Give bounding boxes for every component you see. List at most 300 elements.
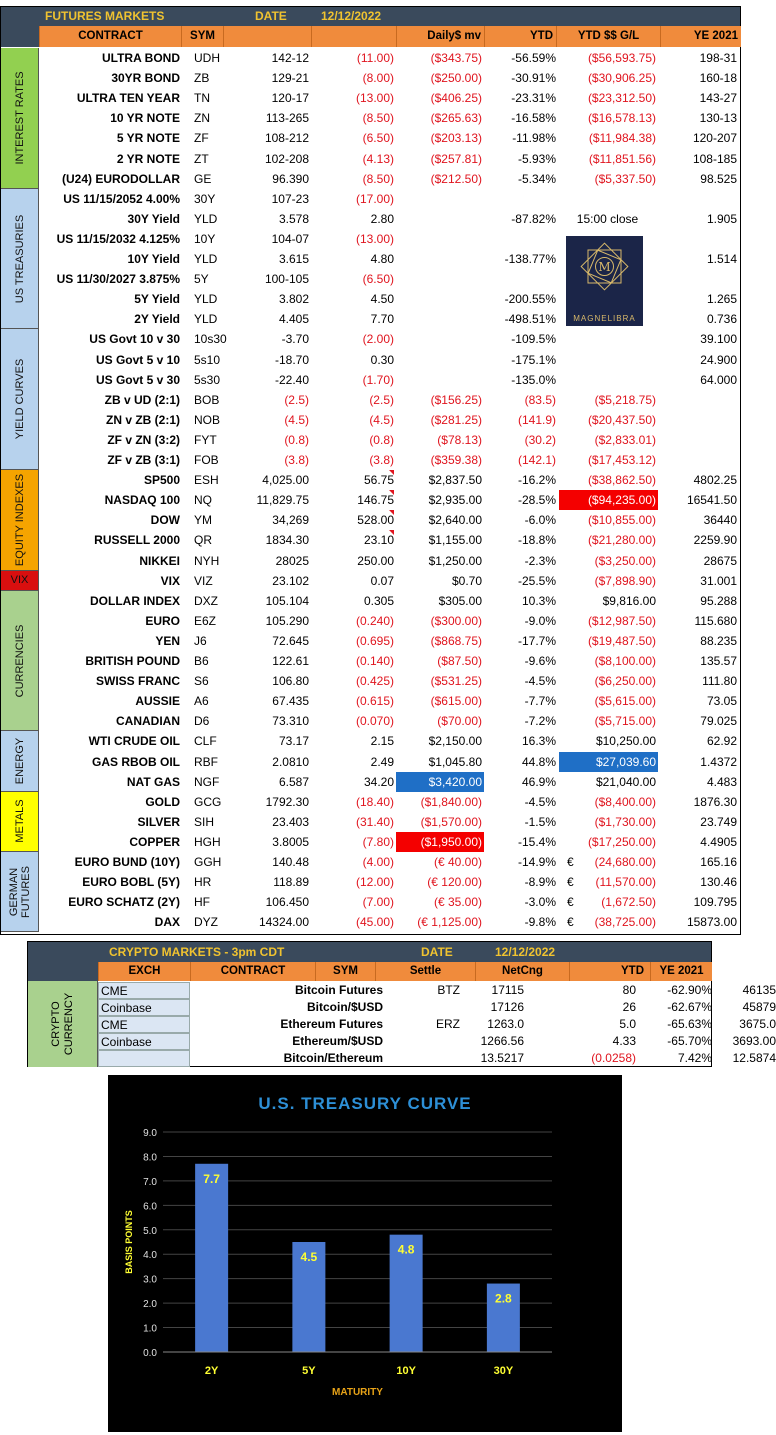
cell-price: 104-07	[271, 231, 309, 246]
cell-name: EURO	[145, 613, 180, 628]
col-change	[311, 26, 396, 47]
table-row	[39, 671, 741, 691]
cell-chg: (17.00)	[355, 191, 394, 206]
cell-ytds: ($21,280.00)	[587, 533, 656, 548]
logo-star-icon	[566, 236, 643, 311]
cell-ye	[661, 450, 737, 470]
cell-chg: 7.70	[370, 312, 394, 327]
cell-price: (3.8)	[284, 453, 309, 467]
cell-price: 3.802	[278, 292, 309, 307]
futures-header	[1, 7, 740, 26]
cell-ytd: -16.2%	[517, 473, 556, 488]
cell-price: 14324.00	[258, 915, 309, 930]
cell-sym: ZT	[194, 151, 209, 166]
futures-table	[0, 6, 741, 935]
cell-name: ULTRA TEN YEAR	[76, 91, 180, 106]
cell-ytd: -56.59%	[511, 51, 556, 65]
section-currencies	[1, 591, 39, 732]
crypto-cell-settle: 17126	[490, 1000, 524, 1014]
table-row	[39, 551, 741, 571]
logo-text: MAGNELIBRA	[573, 314, 636, 323]
cell-price: 140.48	[272, 855, 309, 869]
cell-name: GOLD	[145, 794, 180, 809]
crypto-title: CRYPTO MARKETS - 3pm CDT	[109, 945, 285, 959]
cell-ytd: -9.0%	[524, 613, 556, 628]
cell-price: 105.290	[265, 613, 309, 628]
cell-mv: ($281.25)	[430, 412, 482, 427]
col-crypto-sym: SYM	[315, 962, 375, 981]
table-row	[39, 812, 741, 832]
table-row	[39, 108, 741, 128]
cell-ye: 23.749	[700, 814, 737, 829]
table-row	[39, 530, 741, 550]
cell-mv: ($87.50)	[437, 654, 482, 668]
cell-mv: ($406.25)	[430, 91, 482, 106]
cell-price: 120-17	[271, 91, 309, 106]
cell-chg: (2.00)	[362, 332, 394, 347]
cell-sym: YM	[194, 513, 212, 528]
cell-ytds: ($3,250.00)	[594, 553, 656, 568]
cell-sym: NYH	[194, 553, 220, 568]
cell-sym: E6Z	[194, 613, 217, 628]
cell-name: 10 YR NOTE	[110, 111, 180, 126]
cell-ye: 1.265	[706, 292, 737, 307]
cell-price: 107-23	[271, 191, 309, 206]
cell-name: EURO SCHATZ (2Y)	[68, 895, 180, 910]
cell-price: 118.89	[273, 875, 309, 890]
cell-ytds: ($5,218.75)	[594, 392, 656, 407]
cell-name: 2 YR NOTE	[116, 151, 180, 166]
cell-chg: (0.695)	[355, 633, 394, 648]
cell-chg: (31.40)	[355, 814, 394, 829]
cell-ytd: -200.55%	[504, 292, 556, 307]
cell-ytd: 46.9%	[521, 774, 556, 789]
cell-chg: (0.8)	[369, 432, 394, 447]
cell-price: 34,269	[272, 513, 309, 528]
cell-name: DAX	[154, 915, 180, 930]
cell-price: 2.0810	[272, 754, 309, 769]
cell-ytds: (11,570.00)	[595, 875, 656, 890]
cell-mv: $305.00	[438, 593, 482, 608]
cell-ytd: -25.5%	[517, 573, 556, 588]
cell-name: ZB v UD (2:1)	[104, 392, 180, 407]
cell-ye	[661, 430, 737, 450]
crypto-cell-net: 4.33	[612, 1034, 636, 1048]
cell-ytd	[484, 189, 556, 209]
cell-mv: ($156.25)	[430, 392, 482, 407]
crypto-cell-ye: 12.5874	[732, 1051, 776, 1065]
cell-mv: $2,150.00	[428, 734, 482, 749]
cell-ytds: ($94,235.00)	[559, 490, 658, 510]
table-row	[39, 128, 741, 148]
col-crypto-contract: CONTRACT	[190, 962, 315, 981]
cell-sym: 5Y	[194, 272, 209, 287]
table-row	[39, 490, 741, 510]
cell-ye: 165.16	[700, 855, 737, 869]
cell-mv	[396, 370, 484, 390]
cell-ytd: -28.5%	[517, 493, 556, 508]
cell-mv: $1,155.00	[428, 533, 482, 548]
section-interest-rates	[1, 48, 39, 189]
cell-price: 102-208	[264, 151, 309, 166]
crypto-cell-sym: BTZ	[437, 983, 460, 997]
cell-mv: (€ 1,125.00)	[417, 915, 482, 930]
cell-mv: ($300.00)	[430, 613, 482, 628]
table-row	[39, 450, 741, 470]
crypto-cell-ytd: -62.67%	[667, 1000, 712, 1014]
cell-price: 105.104	[265, 593, 309, 608]
cell-ytds: (38,725.00)	[594, 915, 656, 930]
cell-sym: 10s30	[194, 332, 227, 347]
cell-price: 113-265	[265, 111, 309, 126]
crypto-cell-settle: 17115	[491, 983, 524, 997]
crypto-row	[98, 982, 776, 999]
cell-ytds: ($10,855.00)	[587, 513, 656, 528]
crypto-column-header-row	[28, 962, 711, 981]
cell-sym: GE	[194, 171, 212, 186]
cell-price: 11,829.75	[256, 493, 309, 508]
crypto-cell-exch: CME	[98, 1016, 190, 1033]
col-price	[223, 26, 311, 47]
cell-name: RUSSELL 2000	[94, 533, 180, 548]
crypto-cell-ytd: -65.63%	[667, 1017, 712, 1031]
cell-chg: (6.50)	[362, 131, 394, 146]
chart-svg	[108, 1075, 622, 1432]
table-row	[39, 611, 741, 631]
column-header-row	[1, 26, 740, 47]
cell-ytds: ($5,715.00)	[594, 714, 656, 729]
cell-ytd: -9.6%	[524, 654, 556, 668]
cell-name: VIX	[160, 573, 180, 588]
cell-name: COPPER	[129, 834, 180, 849]
cell-chg: 56.75	[363, 473, 394, 488]
cell-name: ZF v ZN (3:2)	[107, 432, 180, 447]
cell-sym: 5s30	[194, 372, 221, 387]
cell-price: (0.8)	[284, 432, 309, 447]
cell-mv	[396, 309, 484, 329]
euro-symbol: €	[567, 915, 574, 930]
cell-sym: S6	[194, 674, 209, 689]
cell-name: YEN	[155, 633, 180, 648]
cell-mv	[396, 229, 484, 249]
cell-price: 3.578	[278, 211, 309, 226]
cell-chg: (13.00)	[355, 231, 394, 246]
cell-ytds: ($23,312.50)	[587, 91, 656, 106]
cell-ytds: ($12,987.50)	[587, 613, 656, 628]
cell-ytds: ($8,100.00)	[594, 654, 656, 668]
cell-chg: 2.15	[370, 734, 394, 749]
cell-ye: 88.235	[700, 633, 737, 648]
cell-chg: (12.00)	[355, 875, 394, 890]
treasury-curve-chart	[108, 1075, 622, 1432]
cell-chg: (7.00)	[362, 895, 394, 910]
cell-ytds	[559, 189, 658, 209]
cell-ye: 1.4372	[700, 754, 737, 769]
cell-name: US 11/30/2027 3.875%	[56, 272, 180, 287]
cell-ytd: -87.82%	[511, 211, 556, 226]
cell-ye: 1.905	[706, 211, 737, 226]
table-row	[39, 350, 741, 370]
cell-sym: A6	[194, 694, 209, 709]
cell-ytd: 10.3%	[521, 593, 556, 608]
cell-chg: (3.8)	[369, 453, 394, 467]
col-exch: EXCH	[98, 962, 190, 981]
cell-chg: 0.30	[370, 352, 394, 367]
crypto-cell-exch: Coinbase	[98, 999, 190, 1016]
x-tick-label: 30Y	[493, 1365, 514, 1377]
col-crypto-ytd: YTD	[569, 962, 650, 981]
logo-monogram: M	[598, 260, 611, 274]
cell-ytd: -18.8%	[517, 533, 556, 548]
crypto-cell-settle: 1266.56	[480, 1034, 524, 1048]
cell-sym: DYZ	[194, 915, 218, 930]
cell-ye: 198-31	[699, 51, 737, 65]
cell-chg: 2.49	[370, 754, 394, 769]
cell-sym: GGH	[194, 855, 222, 869]
table-row	[39, 752, 741, 772]
cell-ye: 98.525	[700, 171, 737, 186]
table-row	[39, 329, 741, 349]
table-row	[39, 731, 741, 751]
section-german-futures	[1, 852, 39, 932]
cell-ytds: $21,040.00	[595, 774, 656, 789]
cell-price: 122.61	[272, 654, 309, 668]
cell-price: 4,025.00	[262, 473, 309, 488]
crypto-date-label: DATE	[421, 945, 453, 959]
cell-mv	[396, 269, 484, 289]
cell-chg: (13.00)	[355, 91, 394, 106]
cell-sym: CLF	[194, 734, 217, 749]
crypto-date-value: 12/12/2022	[495, 945, 556, 959]
crypto-section-label: CRYPTO CURRENCY	[28, 981, 98, 1067]
cell-sym: B6	[194, 654, 209, 668]
cell-name: DOW	[150, 513, 180, 528]
cell-ytds: 15:00 close	[576, 211, 639, 226]
chart-title: U.S. TREASURY CURVE	[258, 1094, 472, 1113]
cell-sym: QR	[194, 533, 212, 548]
table-row	[39, 691, 741, 711]
cell-ytd: -7.2%	[524, 714, 556, 729]
cell-ye: 64.000	[700, 372, 737, 387]
cell-mv: $2,640.00	[428, 513, 482, 528]
cell-ye: 108-185	[692, 151, 737, 166]
cell-ye: 62.92	[706, 734, 737, 749]
crypto-cell-contract: Bitcoin Futures	[294, 983, 383, 997]
date-value: 12/12/2022	[321, 9, 382, 23]
table-row	[39, 470, 741, 490]
crypto-cell-ye: 3693.00	[732, 1034, 776, 1048]
euro-symbol: €	[567, 895, 574, 910]
cell-sym: NGF	[194, 774, 220, 789]
cell-mv: ($257.81)	[430, 151, 482, 166]
cell-mv: ($359.38)	[430, 453, 482, 467]
col-netcng: NetCng	[475, 962, 569, 981]
cell-mv: ($265.63)	[430, 111, 482, 126]
cell-name: US 11/15/2032 4.125%	[56, 231, 180, 246]
cell-price: -22.40	[274, 372, 309, 387]
cell-ytd: (30.2)	[524, 432, 556, 447]
cell-chg: (0.425)	[355, 674, 394, 689]
cell-ye: 130-13	[699, 111, 737, 126]
cell-ytd: -3.0%	[524, 895, 556, 910]
cell-name: WTI CRUDE OIL	[88, 734, 180, 749]
cell-ytds: ($8,400.00)	[594, 794, 656, 809]
cell-sym: SIH	[194, 814, 215, 829]
cell-ytd: -17.7%	[517, 633, 556, 648]
cell-ytds: $27,039.60	[559, 752, 658, 772]
cell-sym: TN	[194, 91, 210, 106]
cell-name: NAT GAS	[126, 774, 180, 789]
cell-name: EURO BUND (10Y)	[74, 855, 180, 869]
cell-chg: (0.240)	[355, 613, 394, 628]
cell-mv: ($615.00)	[430, 694, 482, 709]
cell-ytd: -7.7%	[524, 694, 556, 709]
cell-ytd: -138.77%	[504, 252, 556, 266]
cell-sym: NOB	[194, 412, 221, 427]
cell-sym: BOB	[194, 392, 220, 407]
cell-price: 1834.30	[265, 533, 309, 548]
cell-chg: (45.00)	[355, 915, 394, 930]
cell-ye: 4.483	[706, 774, 737, 789]
cell-chg: (1.70)	[362, 372, 394, 387]
cell-ytds: (24,680.00)	[594, 855, 656, 869]
cell-ytds: $9,816.00	[602, 593, 656, 608]
cell-ytd: -2.3%	[524, 553, 556, 568]
cell-sym: GCG	[194, 794, 222, 809]
section-label: VIX	[10, 574, 29, 587]
crypto-cell-contract: Bitcoin/$USD	[306, 1000, 383, 1014]
cell-ytd: (142.1)	[517, 453, 556, 467]
cell-mv: (€ 40.00)	[433, 855, 482, 869]
section-label: METALS	[13, 799, 26, 843]
cell-price: 73.17	[278, 734, 309, 749]
cell-price: 6.587	[278, 774, 309, 789]
cell-price: 106.450	[265, 895, 309, 910]
cell-ytd: -109.5%	[511, 332, 556, 347]
section-us-treasuries	[1, 189, 39, 330]
crypto-table	[27, 941, 776, 1067]
crypto-row	[98, 1033, 776, 1050]
table-row	[39, 209, 741, 229]
cell-name: AUSSIE	[135, 694, 180, 709]
cell-ytd: -135.0%	[511, 372, 556, 387]
cell-ytd: 16.3%	[521, 734, 556, 749]
section-label: INTEREST RATES	[13, 71, 26, 165]
cell-ytds: ($2,833.01)	[594, 432, 656, 447]
cell-chg: 146.75	[357, 493, 394, 508]
cell-sym: FYT	[194, 432, 217, 447]
cell-ytds: ($5,337.50)	[594, 171, 656, 186]
cell-ytd: -15.4%	[517, 834, 556, 849]
cell-mv: $0.70	[451, 573, 482, 588]
y-tick-label: 3.0	[143, 1274, 157, 1286]
cell-name: SP500	[143, 473, 180, 488]
cell-name: US Govt 5 v 30	[95, 372, 180, 387]
section-label: ENERGY	[13, 737, 26, 785]
table-row	[39, 792, 741, 812]
cell-mv: ($1,840.00)	[420, 794, 482, 809]
cell-chg: 4.80	[370, 252, 394, 266]
cell-mv: ($1,570.00)	[420, 814, 482, 829]
cell-ye	[661, 410, 737, 430]
cell-sym: ESH	[194, 473, 219, 488]
col-daily-mv: Daily$ mv	[396, 26, 484, 47]
cell-sym: D6	[194, 714, 210, 729]
table-row	[39, 68, 741, 88]
cell-sym: FOB	[194, 453, 219, 467]
cell-mv	[396, 209, 484, 229]
cell-chg: (7.80)	[362, 834, 394, 849]
cell-ye: 1876.30	[693, 794, 737, 809]
cell-name: (U24) EURODOLLAR	[61, 171, 180, 186]
cell-name: SILVER	[137, 814, 180, 829]
cell-sym: ZN	[194, 111, 210, 126]
cell-ytd: -16.58%	[511, 111, 556, 126]
cell-chg: 2.80	[370, 211, 394, 226]
cell-mv: $2,837.50	[428, 473, 482, 488]
col-ye2021: YE 2021	[660, 26, 741, 47]
cell-price: 108-212	[264, 131, 309, 146]
cell-mv: ($343.75)	[430, 51, 482, 65]
euro-symbol: €	[567, 855, 574, 869]
cell-mv: $2,935.00	[428, 493, 482, 508]
cell-price: 142-12	[271, 51, 309, 65]
cell-sym: J6	[194, 633, 207, 648]
y-tick-label: 9.0	[143, 1128, 157, 1139]
data-label: 2.8	[495, 1291, 512, 1306]
cell-name: BRITISH POUND	[85, 654, 180, 668]
table-row	[39, 912, 741, 932]
cell-chg: (8.50)	[362, 111, 394, 126]
cell-name: 5Y Yield	[134, 292, 180, 307]
cell-sym: HR	[194, 875, 212, 890]
crypto-cell-ye: 3675.0	[739, 1017, 776, 1031]
cell-ytds: ($5,615.00)	[594, 694, 656, 709]
cell-price: -3.70	[281, 332, 309, 347]
cell-sym: YLD	[194, 312, 218, 327]
cell-ytds: ($19,487.50)	[587, 633, 656, 648]
cell-name: SWISS FRANC	[96, 674, 180, 689]
cell-ytds: ($11,984.38)	[588, 131, 656, 146]
y-tick-label: 4.0	[143, 1250, 157, 1262]
cell-ye: 111.80	[702, 674, 737, 689]
col-sym: SYM	[181, 26, 223, 47]
cell-sym: ZF	[194, 131, 209, 146]
cell-mv: ($531.25)	[430, 674, 482, 689]
crypto-cell-exch: CME	[98, 982, 190, 999]
cell-sym: YLD	[194, 211, 218, 226]
cell-sym: 30Y	[194, 191, 216, 206]
data-label: 7.7	[203, 1171, 220, 1186]
cell-chg: 23.10	[363, 533, 394, 548]
cell-ytd: -5.34%	[517, 171, 556, 186]
cell-price: 73.310	[272, 714, 309, 729]
cell-sym: 10Y	[194, 231, 216, 246]
x-tick-label: 5Y	[302, 1365, 316, 1377]
cell-chg: 250.00	[357, 553, 394, 568]
cell-mv: ($1,950.00)	[396, 832, 484, 852]
table-row	[39, 571, 741, 591]
cell-chg: (0.070)	[355, 714, 394, 729]
cell-ye: 130.46	[700, 875, 737, 890]
table-row	[39, 430, 741, 450]
cell-ytds: ($16,578.13)	[587, 111, 656, 126]
cell-mv	[396, 350, 484, 370]
cell-chg: (8.50)	[362, 171, 394, 186]
cell-name: US Govt 10 v 30	[89, 332, 180, 347]
cell-ytd: -498.51%	[504, 312, 556, 327]
cell-ytd	[484, 269, 556, 289]
